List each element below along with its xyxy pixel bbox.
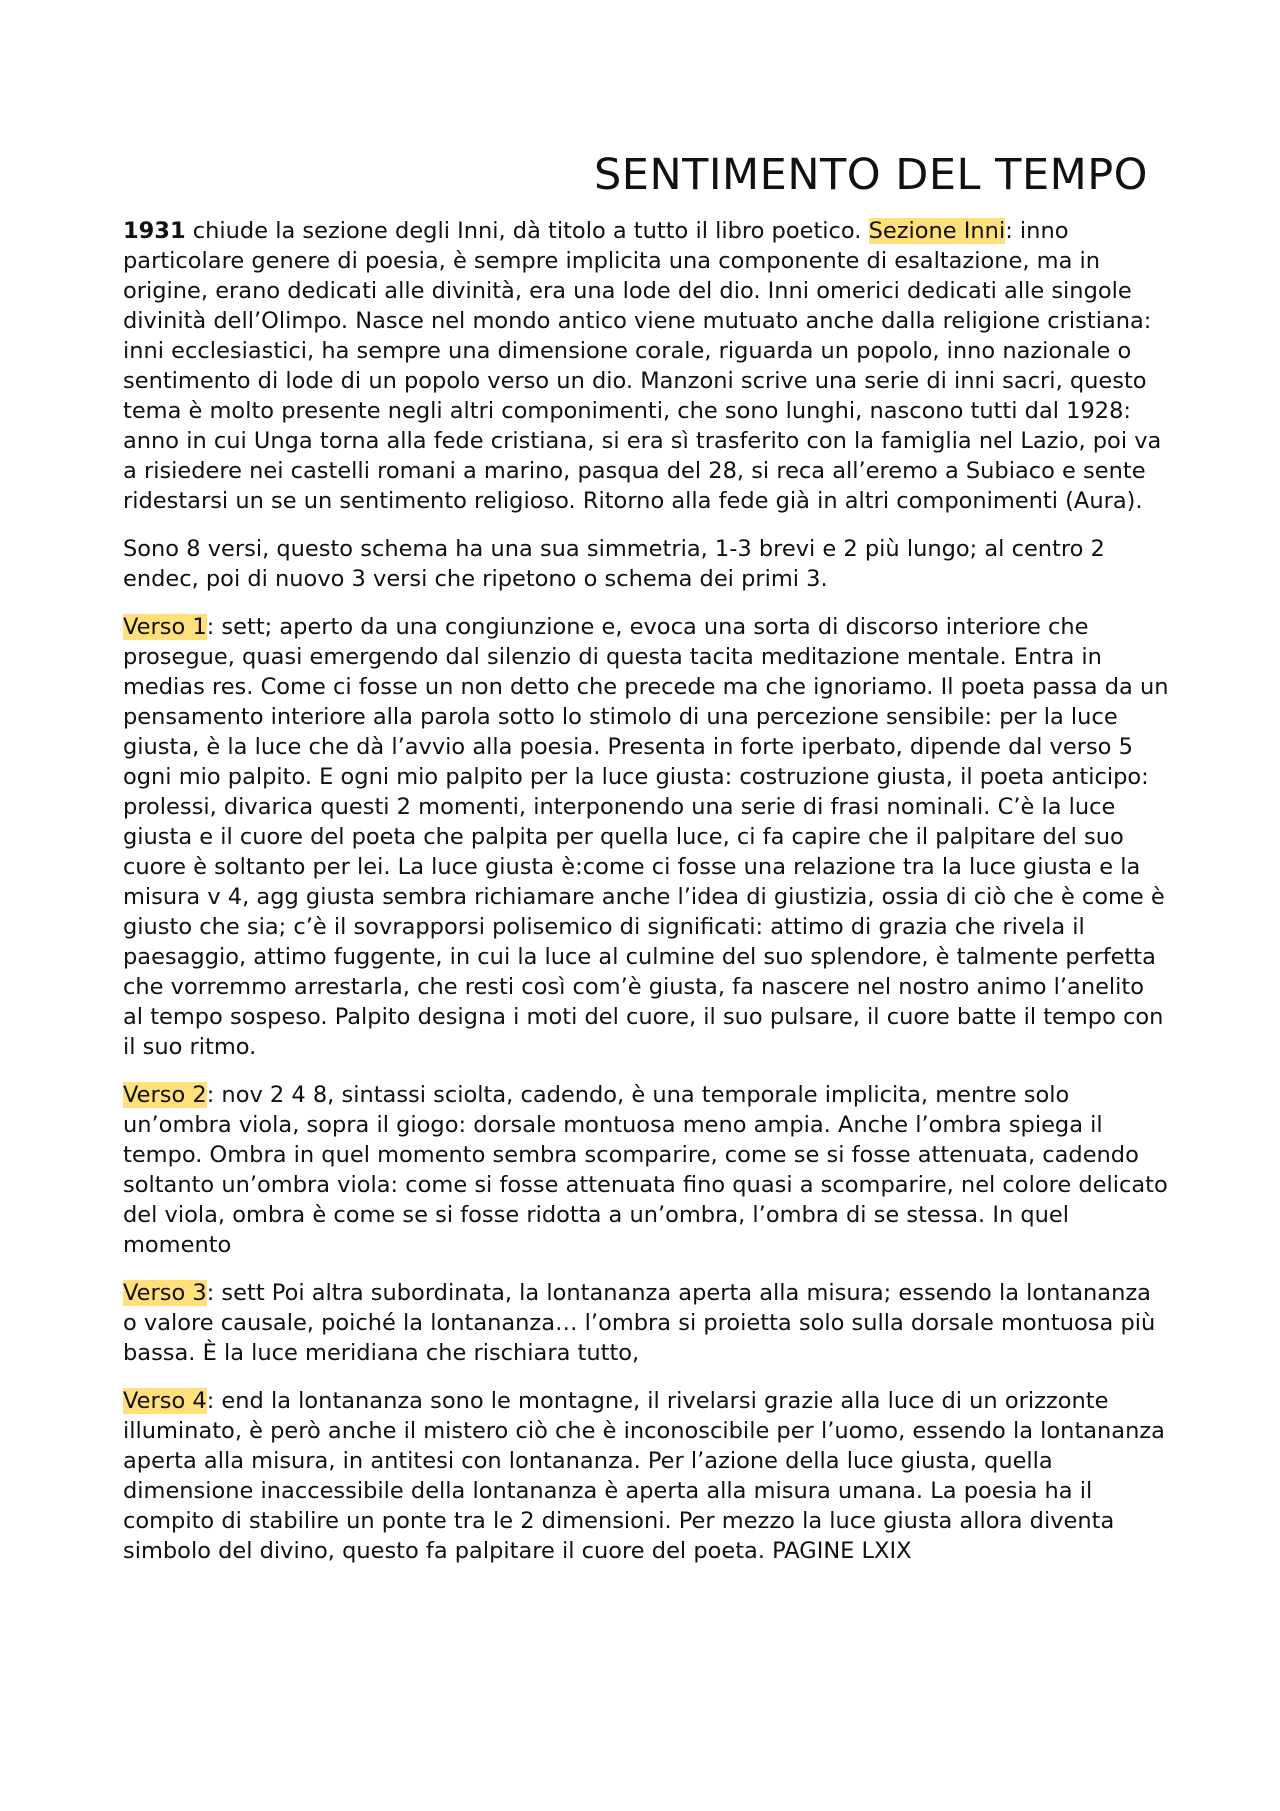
highlight-verso-3: Verso 3 (123, 1279, 207, 1306)
document-page (123, 150, 1170, 1584)
paragraph-intro (123, 216, 1170, 516)
paragraph-verso-2 (123, 1080, 1170, 1260)
paragraph-text: : end la lontananza sono le montagne, il rivelarsi grazie alla luce di un orizzonte illuminato, è però anche il mistero ciò che è inconoscibile per l’uomo, essendo la lontananza aperta alla misura, in antitesi con lontananza. Per l’azione della luce giusta, quella dimensione inaccessibile della lontananza è aperta alla misura umana. La poesia ha il compito di stabilire un ponte tra le 2 dimensioni. Per mezzo la luce giusta allora diventa simbolo del divino, questo fa palpitare il cuore del poeta. PAGINE LXIX (123, 1387, 1165, 1564)
highlight-verso-4: Verso 4 (123, 1387, 207, 1414)
paragraph-verso-3 (123, 1278, 1170, 1368)
document-title: SENTIMENTO DEL TEMPO (593, 150, 1148, 200)
paragraph-schema (123, 534, 1170, 594)
year-bold: 1931 (123, 217, 186, 244)
paragraph-text: chiude la sezione degli Inni, dà titolo a tutto il libro poetico. (185, 217, 869, 244)
paragraph-text: : inno particolare genere di poesia, è sempre implicita una componente di esaltazione, ma in origine, erano dedicati alle divinità, era una lode del dio. Inni omerici dedicati alle singole divinità dell’Olimpo. Nasce nel mondo antico viene mutuato anche dalla religione cristiana: inni ecclesiastici, ha sempre una dimensione corale, riguarda un popolo, inno nazionale o sentimento di lode di un popolo verso un dio. Manzoni scrive una serie di inni sacri, questo tema è molto presente negli altri componimenti, che sono lunghi, nascono tutti dal 1928: anno in cui Unga torna alla fede cristiana, si era sì trasferito con la famiglia nel Lazio, poi va a risiedere nei castelli romani a marino, pasqua del 28, si reca all’eremo a Subiaco e sente ridestarsi un se un sentimento religioso. Ritorno alla fede già in altri componimenti (Aura). (123, 217, 1162, 514)
paragraph-verso-1 (123, 612, 1170, 1062)
highlight-verso-2: Verso 2 (123, 1081, 207, 1108)
paragraph-text: : nov 2 4 8, sintassi sciolta, cadendo, è una temporale implicita, mentre solo un’ombra viola, sopra il giogo: dorsale montuosa meno ampia. Anche l’ombra spiega il tempo. Ombra in quel momento sembra scomparire, come se si fosse attenuata, cadendo soltanto un’ombra viola: come si fosse attenuata fino quasi a scomparire, nel colore delicato del viola, ombra è come se si fosse ridotta a un’ombra, l’ombra di se stessa. In quel momento (123, 1081, 1168, 1258)
highlight-sezione-inni: Sezione Inni (868, 217, 1006, 244)
paragraph-verso-4 (123, 1386, 1170, 1566)
paragraph-text: : sett Poi altra subordinata, la lontananza aperta alla misura; essendo la lontananza o valore causale, poiché la lontananza… l’ombra si proietta solo sulla dorsale montuosa più bassa. È la luce meridiana che rischiara tutto, (123, 1279, 1156, 1366)
paragraph-text: : sett; aperto da una congiunzione e, evoca una sorta di discorso interiore che prosegue, quasi emergendo dal silenzio di questa tacita meditazione mentale. Entra in medias res. Come ci fosse un non detto che precede ma che ignoriamo. Il poeta passa da un pensamento interiore alla parola sotto lo stimolo di una percezione sensibile: per la luce giusta, è la luce che dà l’avvio alla poesia. Presenta in forte iperbato, dipende dal verso 5 ogni mio palpito. E ogni mio palpito per la luce giusta: costruzione giusta, il poeta anticipo: prolessi, divarica questi 2 momenti, interponendo una serie di frasi nominali. C’è la luce giusta e il cuore del poeta che palpita per quella luce, ci fa capire che il palpitare del suo cuore è soltanto per lei. La luce giusta è:come ci fosse una relazione tra la luce giusta e la misura v 4, agg giusta sembra richiamare anche l’idea di giustizia, ossia di ciò che è come è giusto che sia; c’è il sovrapporsi polisemico di significati: attimo di grazia che rivela il paesaggio, attimo fuggente, in cui la luce al culmine del suo splendore, è talmente perfetta che vorremmo arrestarla, che resti così com’è giusta, fa nascere nel nostro animo l’anelito al tempo sospeso. Palpito designa i moti del cuore, il suo pulsare, il cuore batte il tempo con il suo ritmo. (123, 613, 1169, 1060)
paragraph-text: Sono 8 versi, questo schema ha una sua simmetria, 1-3 brevi e 2 più lungo; al centro 2 endec, poi di nuovo 3 versi che ripetono o schema dei primi 3. (123, 535, 1105, 592)
highlight-verso-1: Verso 1 (123, 613, 207, 640)
